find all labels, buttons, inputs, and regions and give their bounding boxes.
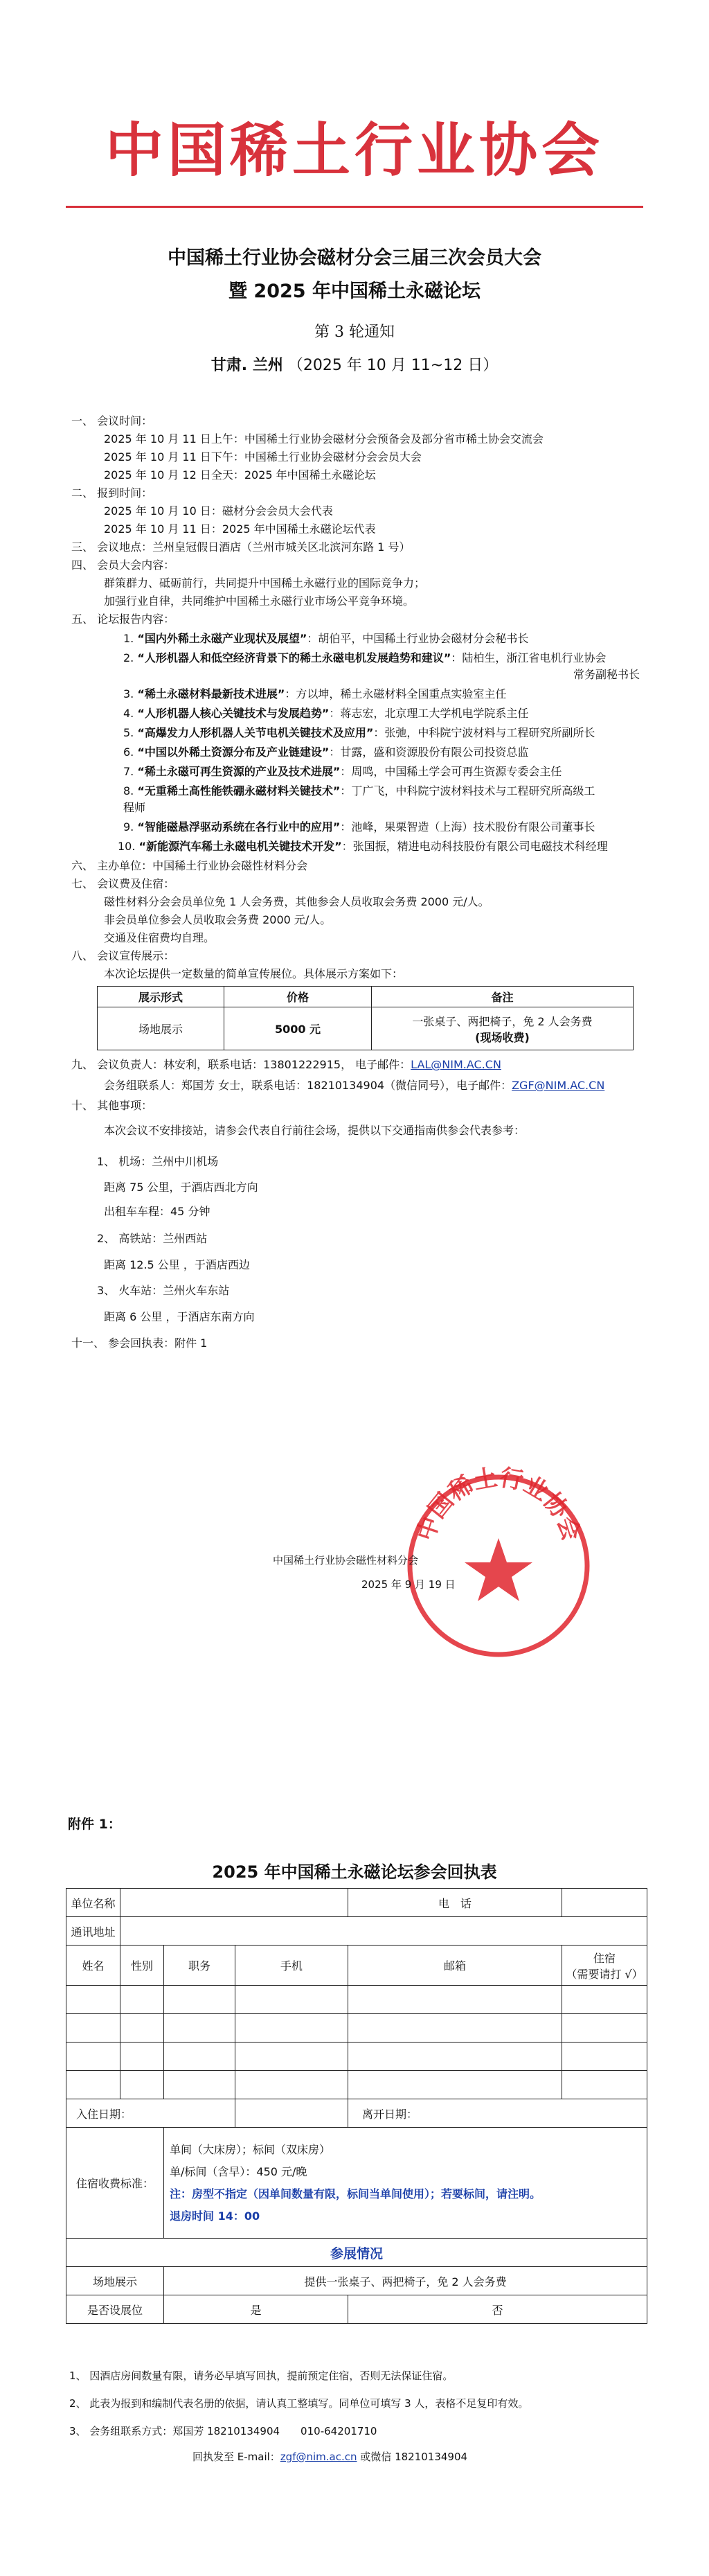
attendee-cell[interactable] (66, 1986, 120, 2014)
section-forum-reports: 五、 论坛报告内容： (71, 612, 175, 626)
exhibition-col-form: 展示形式 (98, 987, 224, 1007)
registration-form (66, 1888, 647, 2324)
section-exhibition: 八、 会议宣传展示： (71, 949, 175, 962)
exhibition-row-label: 场地展示 (66, 2267, 164, 2295)
meeting-time-1: 2025 年 10 月 11 日上午：中国稀土行业协会磁材分会预备会及部分省市稀土协会交流会 (104, 432, 544, 445)
section-attachment-ref: 十一、 参会回执表：附件 1 (71, 1336, 208, 1350)
fee-room-types: 单间（大床房）；标间（双床房） (170, 2142, 331, 2156)
note-1: 1、 因酒店房间数量有限，请务必早填写回执，提前预定住宿，否则无法保证住宿。 (69, 2370, 454, 2382)
exhibition-form: 场地展示 (98, 1007, 224, 1050)
seal-text: 中国稀土行业协会 (411, 1463, 586, 1544)
exhibition-note: 一张桌子、两把椅子，免 2 人会务费 (现场收费) (372, 1007, 634, 1050)
receipt-email-link[interactable]: zgf@nim.ac.cn (280, 2451, 357, 2463)
attendee-cell[interactable] (66, 2014, 120, 2043)
section-assembly-content: 四、 会员大会内容： (71, 558, 175, 572)
report-item: 10. “新能源汽车稀土永磁电机关键技术开发”：张国振，精进电动科技股份有限公司电磁技术科经理 (118, 840, 608, 853)
place-name: 甘肃. 兰州 (210, 357, 283, 374)
assembly-content-2: 加强行业自律，共同维护中国稀土永磁行业市场公平竞争环境。 (104, 594, 415, 608)
transport-rail: 2、 高铁站：兰州西站 (97, 1232, 208, 1245)
registration-1: 2025 年 10 月 10 日：磁材分会会员大会代表 (104, 504, 333, 518)
org-header-title: 中国稀土行业协会 (105, 116, 604, 184)
exhibition-section-title: 参展情况 (66, 2239, 647, 2267)
assembly-content-1: 群策群力、砥砺前行，共同提升中国稀土永磁行业的国际竞争力； (104, 576, 426, 590)
report-item: 9. “智能磁悬浮驱动系统在各行业中的应用”：池峰，果栗智造（上海）技术股份有限公司董事长 (123, 820, 595, 833)
exhibition-row-desc: 提供一张桌子、两把椅子，免 2 人会务费 (164, 2267, 647, 2295)
fee-checkout-time: 退房时间 14：00 (170, 2209, 260, 2223)
meeting-time-2: 2025 年 10 月 11 日下午：中国稀土行业协会磁材分会会员大会 (104, 450, 422, 464)
section-organizer: 六、 主办单位：中国稀土行业协会磁性材料分会 (71, 859, 308, 872)
col-email: 邮箱 (348, 1946, 562, 1986)
section-fees: 七、 会议费及住宿： (71, 877, 175, 890)
exhibition-price: 5000 元 (224, 1007, 372, 1050)
transport-airport-taxi: 出租车车程：45 分钟 (104, 1205, 210, 1218)
fee-details (164, 2128, 647, 2239)
exhibition-table (97, 986, 634, 1050)
fees-3: 交通及住宿费均自理。 (104, 931, 215, 944)
report-item-cont: 常务副秘书长 (573, 668, 640, 681)
other-intro: 本次会议不安排接站，请参会代表自行前往会场，提供以下交通指南供参会代表参考： (104, 1124, 526, 1137)
signature-date: 2025 年 9 月 19 日 (361, 1578, 456, 1591)
signature-org: 中国稀土行业协会磁性材料分会 (273, 1554, 419, 1567)
attendee-cell[interactable] (66, 2043, 120, 2071)
checkin-date-field[interactable]: 入住日期： (66, 2099, 235, 2128)
transport-rail-distance: 距离 12.5 公里 ，于酒店西边 (104, 1258, 250, 1271)
contact-person: 九、 会议负责人：林安利，联系电话：13801222915， 电子邮件：LAL@NIM.AC.CN (71, 1058, 501, 1071)
meeting-time-3: 2025 年 10 月 12 日全天：2025 年中国稀土永磁论坛 (104, 468, 376, 482)
attachment-title: 2025 年中国稀土永磁论坛参会回执表 (212, 1862, 497, 1882)
notice-title-line1: 中国稀土行业协会磁材分会三届三次会员大会 (168, 247, 541, 269)
report-item: 5. “高爆发力人形机器人关节电机关键技术及应用”：张弛，中科院宁波材料与工程研究所副所长 (123, 726, 595, 739)
exhibition-col-note: 备注 (372, 987, 634, 1007)
transport-airport: 1、 机场：兰州中川机场 (97, 1155, 219, 1168)
phone-input[interactable] (562, 1889, 647, 1917)
report-item: 6. “中国以外稀土资源分布及产业链建设”：甘露，盛和资源股份有限公司投资总监 (123, 746, 529, 759)
section-meeting-time: 一、 会议时间： (71, 414, 153, 427)
transport-train: 3、 火车站：兰州火车东站 (97, 1284, 230, 1297)
contact-staff: 会务组联系人：郑国芳 女士，联系电话：18210134904（微信同号），电子邮件：ZGF@NIM.AC.CN (104, 1079, 605, 1092)
note-2: 2、 此表为报到和编制代表名册的依据，请认真工整填写。同单位可填写 3 人，表格不足复印有效。 (69, 2397, 529, 2410)
col-stay: 住宿 （需要请打 √） (562, 1946, 647, 1986)
booth-no-option[interactable]: 否 (348, 2295, 647, 2324)
fee-label: 住宿收费标准： (66, 2128, 164, 2239)
exhibition-intro: 本次论坛提供一定数量的简单宣传展位。具体展示方案如下： (104, 967, 404, 980)
transport-train-distance: 距离 6 公里 ，于酒店东南方向 (104, 1310, 255, 1323)
booth-yes-option[interactable]: 是 (164, 2295, 348, 2324)
exhibition-col-price: 价格 (224, 987, 372, 1007)
address-label: 通讯地址 (66, 1917, 120, 1946)
notice-place-date (0, 353, 709, 375)
report-item: 7. “稀土永磁可再生资源的产业及技术进展”：周鸣，中国稀土学会可再生资源专委会主任 (123, 765, 562, 778)
report-item: 2. “人形机器人和低空经济背景下的稀土永磁电机发展趋势和建议”：陆柏生，浙江省电机行业协会 (123, 651, 607, 664)
col-title: 职务 (164, 1946, 235, 1986)
fees-1: 磁性材料分会会员单位免 1 人会务费，其他参会人员收取会务费 2000 元/人。 (104, 895, 490, 908)
fee-note: 注：房型不指定（因单间数量有限，标间当单间使用）；若要标间，请注明。 (170, 2187, 541, 2200)
report-item: 3. “稀土永磁材料最新技术进展”：方以坤，稀土永磁材料全国重点实验室主任 (123, 687, 507, 700)
official-seal (395, 1462, 602, 1670)
section-registration: 二、 报到时间： (71, 486, 153, 500)
report-item: 1. “国内外稀土永磁产业现状及展望”：胡伯平，中国稀土行业协会磁材分会秘书长 (123, 632, 529, 645)
report-item: 4. “人形机器人核心关键技术与发展趋势”：蒋志宏，北京理工大学机电学院系主任 (123, 707, 529, 720)
booth-question-label: 是否设展位 (66, 2295, 164, 2324)
report-item: 8. “无重稀土高性能铁硼永磁材料关键技术”：丁广飞，中科院宁波材料技术与工程研究所高级工 (123, 784, 595, 797)
staff-email-link[interactable]: ZGF@NIM.AC.CN (512, 1079, 605, 1092)
checkout-date-field[interactable]: 离开日期： (348, 2099, 647, 2128)
registration-2: 2025 年 10 月 11 日：2025 年中国稀土永磁论坛代表 (104, 522, 376, 536)
notice-title-line2: 暨 2025 年中国稀土永磁论坛 (228, 281, 481, 302)
notice-round: 第 3 轮通知 (314, 324, 395, 341)
col-gender: 性别 (120, 1946, 164, 1986)
header-divider (66, 206, 643, 208)
unit-name-label: 单位名称 (66, 1889, 120, 1917)
fee-price: 单/标间（含早）：450 元/晚 (170, 2164, 307, 2178)
report-item-cont: 程师 (123, 801, 146, 814)
attachment-label: 附件 1： (68, 1817, 121, 1832)
fees-2: 非会员单位参会人员收取会务费 2000 元/人。 (104, 913, 332, 926)
transport-airport-distance: 距离 75 公里，于酒店西北方向 (104, 1181, 258, 1194)
address-input[interactable] (120, 1917, 647, 1946)
section-other: 十、 其他事项： (71, 1099, 153, 1112)
section-venue: 三、 会议地点：兰州皇冠假日酒店（兰州市城关区北滨河东路 1 号） (71, 540, 411, 554)
note-3: 3、 会务组联系方式：郑国芳 18210134904 010-64201710 (69, 2425, 377, 2437)
col-mobile: 手机 (235, 1946, 348, 1986)
event-dates: （2025 年 10 月 11~12 日） (287, 357, 499, 374)
attendee-cell[interactable] (66, 2071, 120, 2099)
col-name: 姓名 (66, 1946, 120, 1986)
contact-email-link[interactable]: LAL@NIM.AC.CN (411, 1058, 501, 1071)
note-4: 回执发至 E-mail：zgf@nim.ac.cn 或微信 18210134904 (192, 2451, 468, 2463)
unit-name-input[interactable] (120, 1889, 348, 1917)
phone-label: 电 话 (348, 1889, 562, 1917)
